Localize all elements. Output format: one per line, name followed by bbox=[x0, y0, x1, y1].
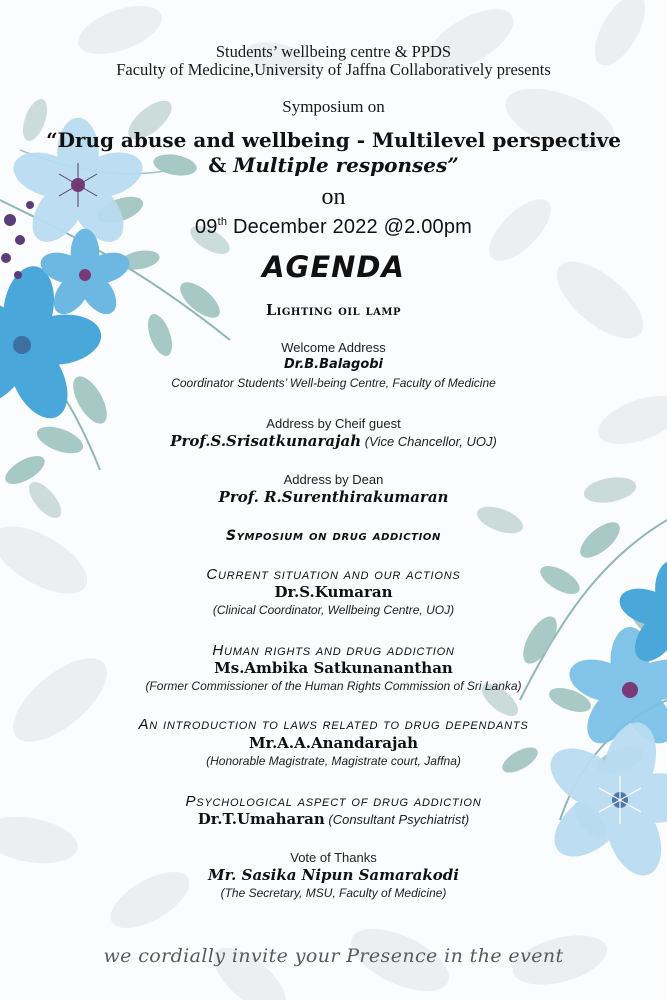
faculty-line: Faculty of Medicine,University of Jaffna Collaboratively presents bbox=[116, 60, 551, 79]
agenda-heading: AGENDA bbox=[262, 250, 405, 284]
vote-of-thanks-label: Vote of Thanks bbox=[290, 850, 377, 865]
chief-guest-label: Address by Cheif guest bbox=[266, 416, 401, 431]
talk-topic: An introduction to laws related to drug dependants bbox=[138, 716, 529, 733]
talk-topic: Current situation and our actions bbox=[206, 566, 461, 583]
title-line-1: “Drug abuse and wellbeing - Multilevel perspective bbox=[46, 128, 621, 152]
talk-role: (Clinical Coordinator, Wellbeing Centre, UOJ) bbox=[212, 603, 455, 617]
welcome-speaker: Dr.B.Balagobi bbox=[283, 357, 384, 372]
symposium-on-label: Symposium on bbox=[282, 97, 385, 116]
talk-speaker: Ms.Ambika Satkunananthan bbox=[214, 659, 453, 677]
dean-speaker: Prof. R.Surenthirakumaran bbox=[218, 488, 449, 506]
chief-guest-line bbox=[0, 432, 667, 451]
talk-role: (Consultant Psychiatrist) bbox=[324, 812, 470, 827]
lighting-oil-lamp: Lighting oil lamp bbox=[265, 302, 402, 319]
talk-topic: Human rights and drug addiction bbox=[212, 642, 455, 659]
chief-guest-speaker: Prof.S.Srisatkunarajah bbox=[170, 432, 362, 450]
invitation-footer: we cordially invite your Presence in the event bbox=[103, 945, 564, 967]
talk-speaker: Dr.S.Kumaran bbox=[274, 583, 393, 601]
event-date: 09th December 2022 @2.00pm bbox=[194, 216, 473, 238]
dean-label: Address by Dean bbox=[283, 472, 384, 487]
title-italic: Multiple responses” bbox=[233, 153, 459, 177]
welcome-role: Coordinator Students’ Well-being Centre, Faculty of Medicine bbox=[171, 376, 496, 390]
vote-of-thanks-role: (The Secretary, MSU, Faculty of Medicine) bbox=[220, 886, 447, 900]
vote-of-thanks-speaker: Mr. Sasika Nipun Samarakodi bbox=[208, 866, 459, 884]
talk-speaker: Mr.A.A.Anandarajah bbox=[248, 734, 419, 752]
talk-role: (Honorable Magistrate, Magistrate court, Jaffna) bbox=[206, 754, 461, 768]
on-label: on bbox=[321, 184, 346, 210]
talk-speaker: Dr.T.Umaharan bbox=[197, 810, 325, 828]
symposium-heading: Symposium on drug addiction bbox=[226, 528, 441, 544]
organizer-line: Students’ wellbeing centre & PPDS bbox=[215, 42, 452, 61]
talk-speaker-line bbox=[0, 810, 667, 829]
chief-guest-role: (Vice Chancellor, UOJ) bbox=[361, 434, 497, 449]
talk-topic: Psychological aspect of drug addiction bbox=[185, 793, 482, 810]
talk-role: (Former Commissioner of the Human Rights Commission of Sri Lanka) bbox=[145, 679, 522, 693]
welcome-label: Welcome Address bbox=[281, 340, 386, 355]
title-line-2: & Multiple responses” bbox=[208, 153, 459, 177]
